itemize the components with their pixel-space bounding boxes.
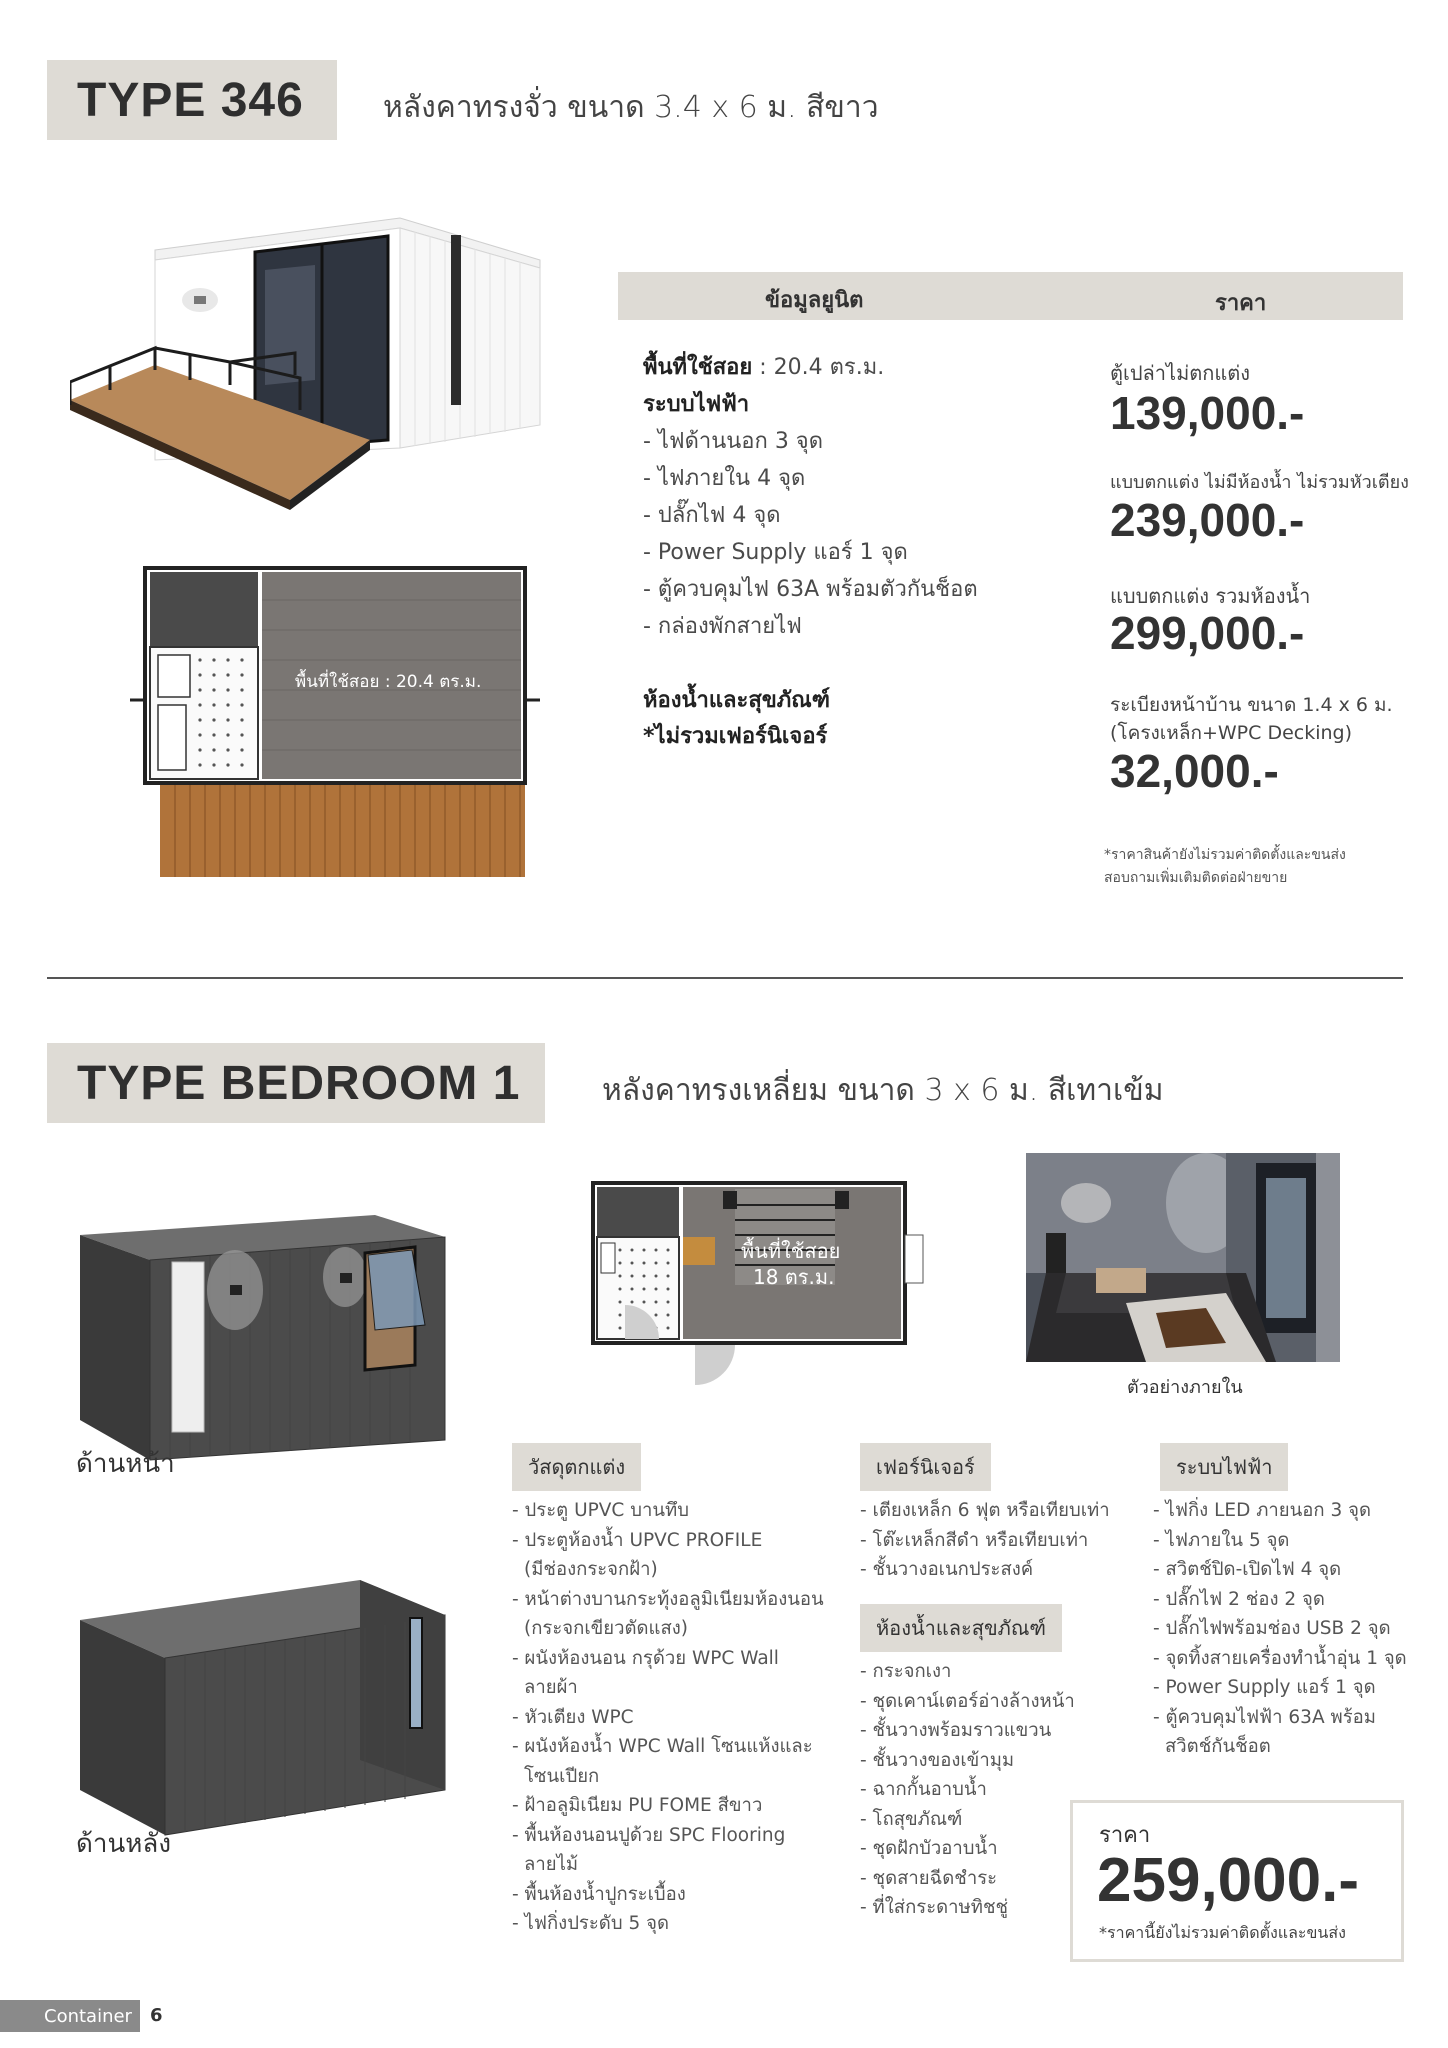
materials-item: - พื้นห้องนอนปูด้วย SPC Flooring xyxy=(512,1824,786,1846)
type346-electric-item: - กล่องพักสายไฟ xyxy=(643,614,802,639)
section-divider xyxy=(47,977,1403,979)
materials-item: (มีช่องกระจกฝ้า) xyxy=(524,1559,658,1580)
bedroom1-price: 259,000.- xyxy=(1097,1846,1359,1915)
type346-header-price: ราคา xyxy=(1215,291,1267,316)
type346-subtitle: หลังคาทรงจั่ว ขนาด 3.4 x 6 ม. สีขาว xyxy=(383,90,879,125)
type346-table-header xyxy=(618,272,1403,320)
bedroom1-front-render xyxy=(70,1215,450,1465)
bedroom1-interior-caption: ตัวอย่างภายใน xyxy=(1127,1377,1243,1398)
bedroom1-title: TYPE BEDROOM 1 xyxy=(77,1056,521,1110)
materials-item: ลายผ้า xyxy=(524,1677,578,1698)
materials-item: - หน้าต่างบานกระทุ้งอลูมิเนียมห้องนอน xyxy=(512,1588,824,1610)
type346-plan-area-label: พื้นที่ใช้สอย : 20.4 ตร.ม. xyxy=(295,672,482,692)
electric-item: - ไฟกิ่ง LED ภายนอก 3 จุด xyxy=(1153,1500,1371,1521)
bedroom1-plan-label: 18 ตร.ม. xyxy=(753,1265,835,1289)
electric-item: - จุดทิ้งสายเครื่องทำน้ำอุ่น 1 จุด xyxy=(1153,1647,1407,1669)
furniture-item: - โต๊ะเหล็กสีดำ หรือเทียบเท่า xyxy=(860,1529,1089,1551)
electric-item: - ตู้ควบคุมไฟฟ้า 63A พร้อม xyxy=(1153,1706,1376,1728)
bedroom1-interior-photo xyxy=(1026,1153,1340,1362)
furniture-item: - เตียงเหล็ก 6 ฟุต หรือเทียบเท่า xyxy=(860,1500,1110,1521)
bath-item: - ที่ใส่กระดาษทิชชู่ xyxy=(860,1897,1009,1918)
bath-item: - ชุดฝักบัวอาบน้ำ xyxy=(860,1838,998,1859)
electric-item: - Power Supply แอร์ 1 จุด xyxy=(1153,1677,1376,1698)
materials-item: - หัวเตียง WPC xyxy=(512,1706,634,1728)
bedroom1-price-label: ราคา xyxy=(1099,1823,1151,1848)
electric-item: - สวิตช์ปิด-เปิดไฟ 4 จุด xyxy=(1153,1559,1342,1580)
type346-electric-item: - ไฟภายใน 4 จุด xyxy=(643,466,806,491)
type346-price-value: 139,000.- xyxy=(1110,387,1305,439)
furniture-item: - ชั้นวางอเนกประสงค์ xyxy=(860,1559,1034,1580)
type346-price-label: ตู้เปล่าไม่ตกแต่ง xyxy=(1110,361,1250,385)
bedroom1-back-render xyxy=(70,1580,450,1840)
bedroom1-floor-plan xyxy=(585,1175,930,1390)
type346-electric-item: - ปลั๊กไฟ 4 จุด xyxy=(643,503,781,528)
type346-electric-item: - ตู้ควบคุมไฟ 63A พร้อมตัวกันช็อต xyxy=(643,577,978,602)
materials-item: - ประตูห้องน้ำ UPVC PROFILE xyxy=(512,1529,763,1551)
bath-item: - ชั้นวางของเข้ามุม xyxy=(860,1749,1015,1771)
bedroom1-furniture-title: เฟอร์นิเจอร์ xyxy=(860,1443,991,1491)
type346-furniture-note: *ไม่รวมเฟอร์นิเจอร์ xyxy=(643,724,828,749)
type346-price-value: 239,000.- xyxy=(1110,494,1305,546)
bedroom1-back-label: ด้านหลัง xyxy=(76,1829,172,1859)
bedroom1-materials-list xyxy=(512,1496,824,1939)
type346-header-info: ข้อมูลยูนิต xyxy=(765,288,864,313)
type346-footnote: สอบถามเพิ่มเติมติดต่อฝ่ายขาย xyxy=(1104,870,1288,886)
type346-porch-label: (โครงเหล็ก+WPC Decking) xyxy=(1110,722,1353,744)
materials-item: โซนเปียก xyxy=(524,1765,600,1787)
bedroom1-electric-list xyxy=(1153,1496,1407,1762)
electric-item: สวิตช์กันช็อต xyxy=(1165,1736,1271,1757)
bedroom1-front-label: ด้านหน้า xyxy=(76,1449,175,1479)
bath-item: - ฉากกั้นอาบน้ำ xyxy=(860,1779,987,1800)
type346-bathroom-title: ห้องน้ำและสุขภัณฑ์ xyxy=(643,688,830,713)
materials-item: - ผนังห้องน้ำ WPC Wall โซนแห้งและ xyxy=(512,1736,813,1757)
bedroom1-plan-label: พื้นที่ใช้สอย xyxy=(741,1239,841,1263)
bedroom1-electric-title: ระบบไฟฟ้า xyxy=(1160,1443,1288,1491)
bath-item: - ชุดเคาน์เตอร์อ่างล้างหน้า xyxy=(860,1690,1075,1712)
page-number: 6 xyxy=(150,2005,163,2026)
bath-item: - โถสุขภัณฑ์ xyxy=(860,1808,963,1830)
type346-footnote: *ราคาสินค้ายังไม่รวมค่าติดตั้งและขนส่ง xyxy=(1104,847,1346,863)
electric-item: - ปลั๊กไฟพร้อมช่อง USB 2 จุด xyxy=(1153,1618,1391,1639)
type346-electric-title: ระบบไฟฟ้า xyxy=(643,392,750,417)
materials-item: - พื้นห้องน้ำปูกระเบื้อง xyxy=(512,1883,686,1905)
type346-price-value: 299,000.- xyxy=(1110,607,1305,659)
type346-title-box xyxy=(47,60,337,140)
bath-item: - ชั้นวางพร้อมราวแขวน xyxy=(860,1720,1052,1741)
materials-item: - ผนังห้องนอน กรุด้วย WPC Wall xyxy=(512,1647,779,1669)
type346-title: TYPE 346 xyxy=(77,73,304,127)
type346-price-label: แบบตกแต่ง ไม่มีห้องน้ำ ไม่รวมหัวเตียง xyxy=(1110,472,1409,493)
type346-electric-item: - Power Supply แอร์ 1 จุด xyxy=(643,540,908,565)
type346-area xyxy=(643,357,884,379)
bedroom1-furniture-list xyxy=(860,1496,1110,1585)
bedroom1-materials-title: วัสดุตกแต่ง xyxy=(512,1443,641,1491)
bath-item: - กระจกเงา xyxy=(860,1661,952,1682)
type346-electric-item: - ไฟด้านนอก 3 จุด xyxy=(643,429,823,454)
bedroom1-bath-list xyxy=(860,1657,1075,1923)
type346-floor-plan xyxy=(130,560,540,880)
type346-area-title: พื้นที่ใช้สอย xyxy=(643,355,753,380)
materials-item: (กระจกเขียวตัดแสง) xyxy=(524,1618,689,1639)
materials-item: - ฝ้าอลูมิเนียม PU FOME สีขาว xyxy=(512,1795,763,1816)
type346-area-value: : 20.4 ตร.ม. xyxy=(752,355,885,380)
electric-item: - ไฟภายใน 5 จุด xyxy=(1153,1529,1290,1551)
type346-porch-label: ระเบียงหน้าบ้าน ขนาด 1.4 x 6 ม. xyxy=(1110,694,1393,716)
bedroom1-price-note: *ราคานี้ยังไม่รวมค่าติดตั้งและขนส่ง xyxy=(1099,1923,1346,1942)
type346-porch-price: 32,000.- xyxy=(1110,745,1279,797)
bedroom1-price-box xyxy=(1070,1800,1404,1962)
type346-render-image xyxy=(70,210,550,520)
bath-item: - ชุดสายฉีดชำระ xyxy=(860,1867,998,1889)
footer-label: Container xyxy=(44,2005,132,2027)
materials-item: - ประตู UPVC บานทึบ xyxy=(512,1500,689,1521)
bedroom1-bath-title: ห้องน้ำและสุขภัณฑ์ xyxy=(860,1604,1062,1652)
type346-price-label: แบบตกแต่ง รวมห้องน้ำ xyxy=(1110,584,1311,608)
bedroom1-title-box xyxy=(47,1043,545,1123)
materials-item: ลายไม้ xyxy=(524,1854,579,1875)
bedroom1-subtitle: หลังคาทรงเหลี่ยม ขนาด 3 x 6 ม. สีเทาเข้ม xyxy=(602,1073,1164,1108)
materials-item: - ไฟกิ่งประดับ 5 จุด xyxy=(512,1913,669,1934)
footer-tab xyxy=(0,2000,140,2032)
electric-item: - ปลั๊กไฟ 2 ช่อง 2 จุด xyxy=(1153,1588,1325,1610)
